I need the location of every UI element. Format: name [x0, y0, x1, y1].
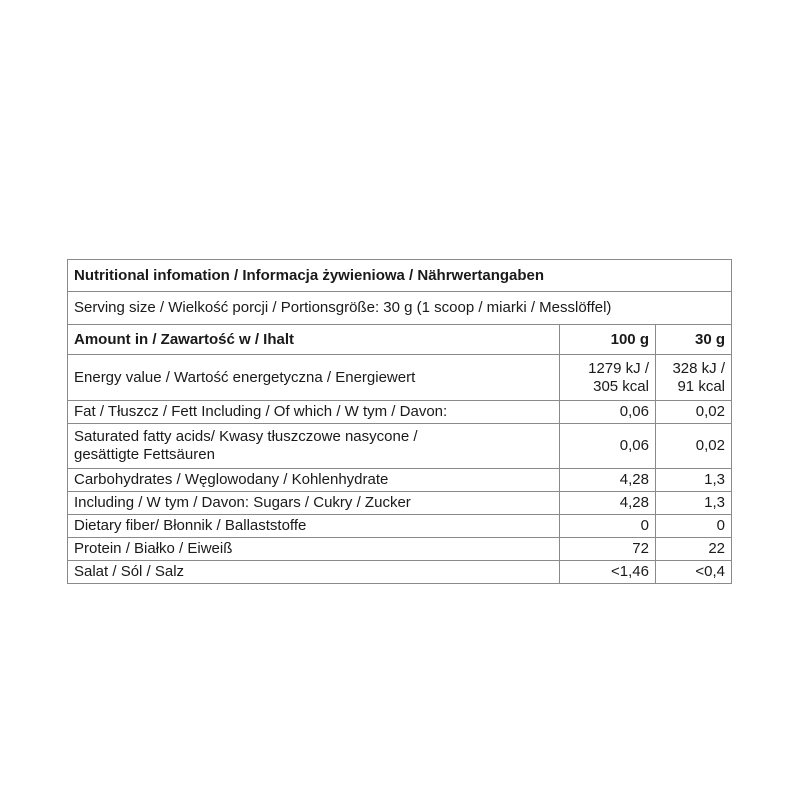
- table-row: [68, 561, 732, 584]
- value-30g: 1,3: [655, 469, 731, 492]
- nutrient-name: Carbohydrates / Węglowodany / Kohlenhydrate: [68, 469, 560, 492]
- value-100g: 0,06: [559, 401, 655, 424]
- value-100g: 0,06: [559, 424, 655, 469]
- value-30g: 0,02: [655, 401, 731, 424]
- value-30g: <0,4: [655, 561, 731, 584]
- table-row: [68, 492, 732, 515]
- column-header-30g: 30 g: [655, 325, 731, 355]
- nutrient-name: Protein / Białko / Eiweiß: [68, 538, 560, 561]
- value-100g: <1,46: [559, 561, 655, 584]
- table-row: [68, 469, 732, 492]
- value-100g: 4,28: [559, 492, 655, 515]
- table-title-row: [68, 260, 732, 292]
- value-30g: 0,02: [655, 424, 731, 469]
- value-100g: 4,28: [559, 469, 655, 492]
- serving-size-row: [68, 292, 732, 325]
- table-row: [68, 424, 732, 469]
- value-100g: 0: [559, 515, 655, 538]
- nutrient-name: Dietary fiber/ Błonnik / Ballaststoffe: [68, 515, 560, 538]
- value-30g: 328 kJ / 91 kcal: [655, 355, 731, 401]
- table-row: [68, 355, 732, 401]
- value-30g: 1,3: [655, 492, 731, 515]
- column-header-row: [68, 325, 732, 355]
- nutrient-name: Salat / Sól / Salz: [68, 561, 560, 584]
- nutrition-table: [67, 259, 732, 584]
- nutrient-name: Saturated fatty acids/ Kwasy tłuszczowe nasycone / gesättigte Fettsäuren: [68, 424, 560, 469]
- nutrient-name: Fat / Tłuszcz / Fett Including / Of which / W tym / Davon:: [68, 401, 560, 424]
- table-row: [68, 538, 732, 561]
- nutrient-name: Energy value / Wartość energetyczna / Energiewert: [68, 355, 560, 401]
- value-100g: 72: [559, 538, 655, 561]
- column-header-label: Amount in / Zawartość w / Ihalt: [68, 325, 560, 355]
- value-30g: 0: [655, 515, 731, 538]
- column-header-100g: 100 g: [559, 325, 655, 355]
- nutrient-name: Including / W tym / Davon: Sugars / Cukry / Zucker: [68, 492, 560, 515]
- table-row: [68, 401, 732, 424]
- value-100g: 1279 kJ / 305 kcal: [559, 355, 655, 401]
- value-30g: 22: [655, 538, 731, 561]
- serving-size: Serving size / Wielkość porcji / Portionsgröße: 30 g (1 scoop / miarki / Messlöffel): [68, 292, 732, 325]
- table-row: [68, 515, 732, 538]
- table-title: Nutritional infomation / Informacja żywieniowa / Nährwertangaben: [68, 260, 732, 292]
